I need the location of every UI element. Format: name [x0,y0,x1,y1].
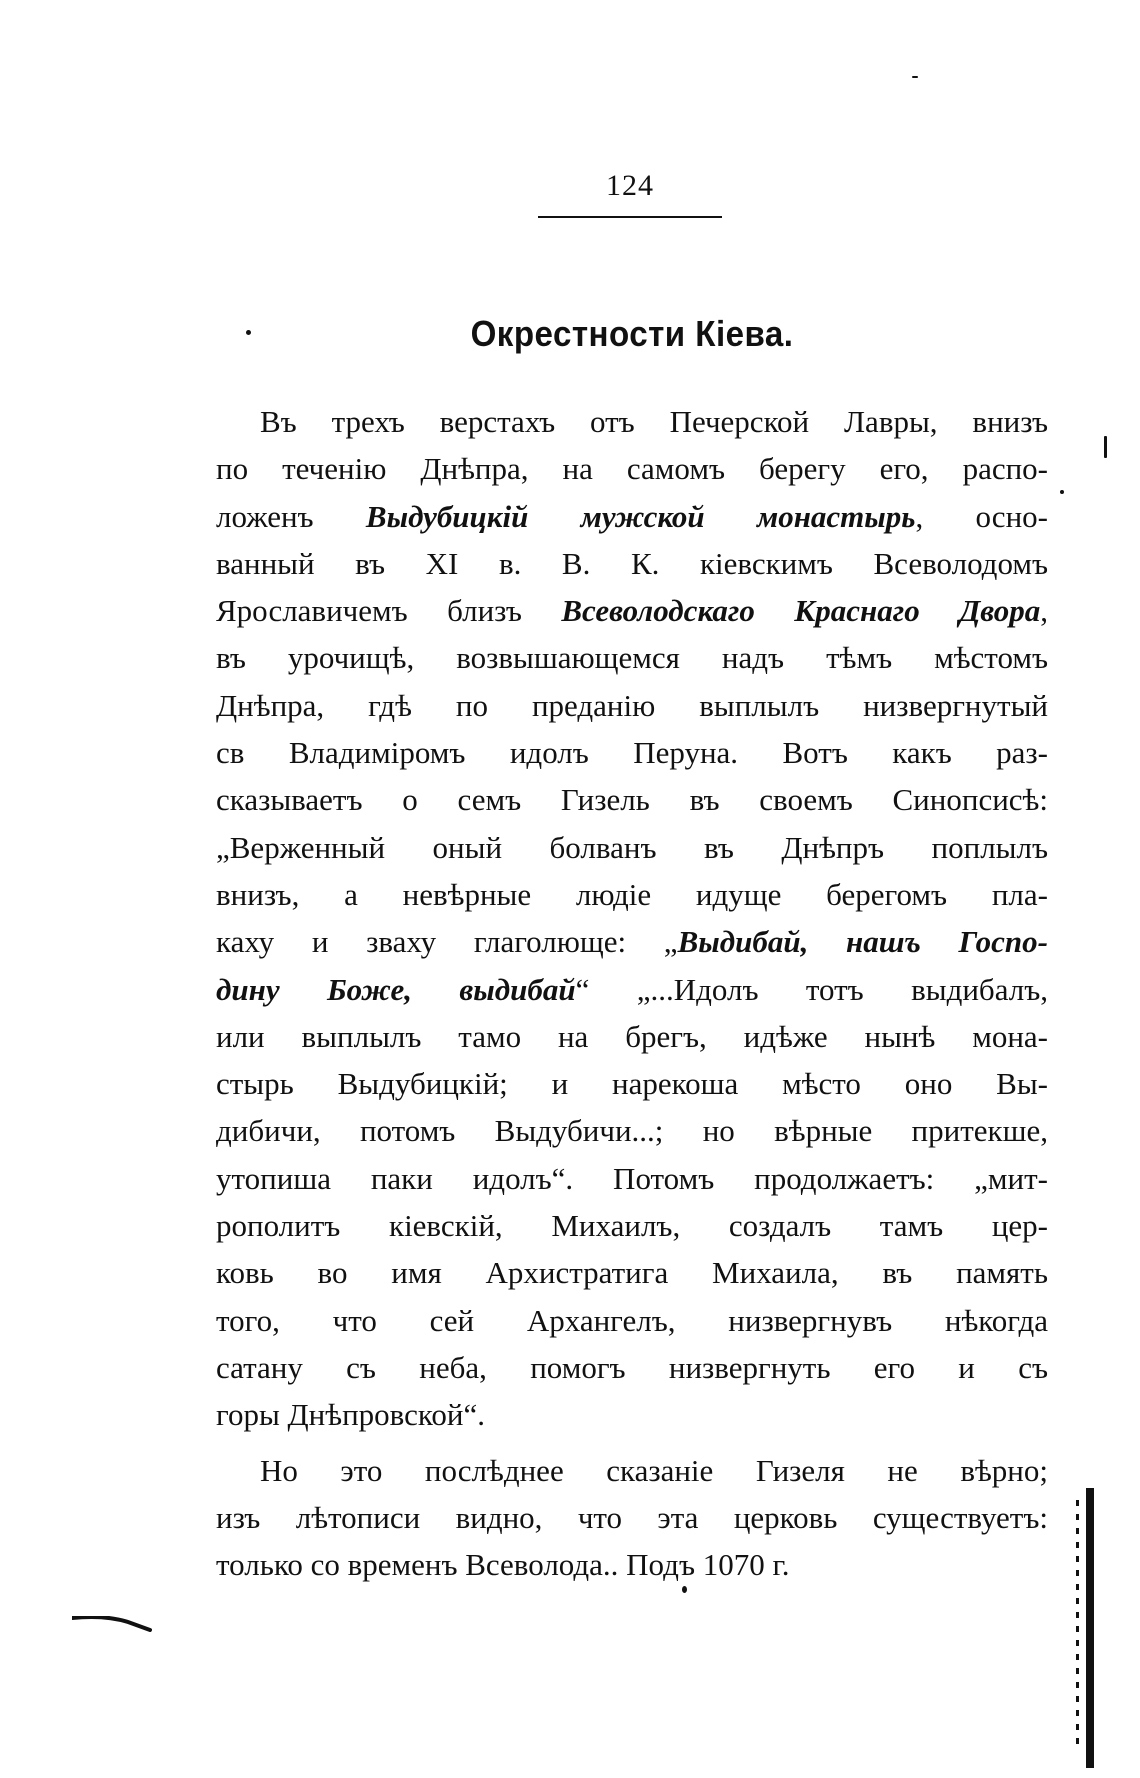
text-line: рополитъ кіевскій, Михаилъ, создалъ тамъ цер- [216,1208,1048,1244]
scan-speck [1104,436,1107,458]
scan-margin-dots [1076,1500,1079,1750]
text-line: въ урочищѣ, возвышающемся надъ тѣмъ мѣстомъ [216,640,1048,676]
text-line: дину Боже, выдибай“ „...Идолъ тотъ выдибалъ, [216,971,1048,1007]
text-line: св Владиміромъ идолъ Перуна. Вотъ какъ раз- [216,735,1048,771]
page-number-rule [538,216,722,218]
scan-speck [246,330,251,335]
scan-speck [912,76,918,78]
text-line: „Верженный оный болванъ въ Днѣпръ поплылъ [216,829,1048,865]
text-line: изъ лѣтописи видно, что эта церковь существуетъ: [216,1499,1048,1535]
scan-speck [1060,490,1064,494]
text-line: горы Днѣпровской“. [216,1397,485,1433]
scan-speck [682,1586,687,1593]
text-line: того, что сей Архангелъ, низвергнувъ нѣкогда [216,1302,1048,1338]
text-line: каху и зваху глаголюще: „Выдибай, нашъ Госпо- [216,924,1048,960]
text-line: сатану съ неба, помогъ низвергнуть его и съ [216,1349,1048,1385]
text-line: Днѣпра, гдѣ по преданію выплылъ низвергнутый [216,687,1048,723]
text-line: ложенъ Выдубицкій мужской монастырь, осно- [216,498,1048,534]
scan-ink-stroke [72,1616,152,1632]
text-line: ковь во имя Архистратига Михаила, въ память [216,1255,1048,1291]
text-line: внизъ, а невѣрные людіе идуще берегомъ пла- [216,876,1048,912]
text-line: сказываетъ о семъ Гизель въ своемъ Синопсисѣ: [216,782,1048,818]
section-heading: Окрестности Кіева. [470,313,794,354]
text-line: или выплылъ тамо на брегъ, идѣже нынѣ мона- [216,1018,1048,1054]
body-text [216,398,1048,1588]
text-line: по теченію Днѣпра, на самомъ берегу его, распо- [216,451,1048,487]
text-line: Ярославичемъ близъ Всеволодскаго Краснаго Двора, [216,593,1048,629]
text-line: Но это послѣднее сказаніе Гизеля не вѣрно; [260,1452,1048,1488]
page-number: 124 [606,169,654,202]
text-line: ванный въ XI в. В. К. кіевскимъ Всеволодомъ [216,545,1048,581]
text-line: стырь Выдубицкій; и нарекоша мѣсто оно Вы- [216,1066,1048,1102]
text-line: Въ трехъ верстахъ отъ Печерской Лавры, внизъ [260,404,1048,439]
text-line: только со временъ Всеволода.. Подъ 1070 г. [216,1547,790,1583]
text-line: дибичи, потомъ Выдубичи...; но вѣрные притекше, [216,1113,1048,1149]
text-line: утопиша паки идолъ“. Потомъ продолжаетъ: „мит- [216,1160,1048,1196]
scan-margin-shadow [1086,1488,1094,1768]
